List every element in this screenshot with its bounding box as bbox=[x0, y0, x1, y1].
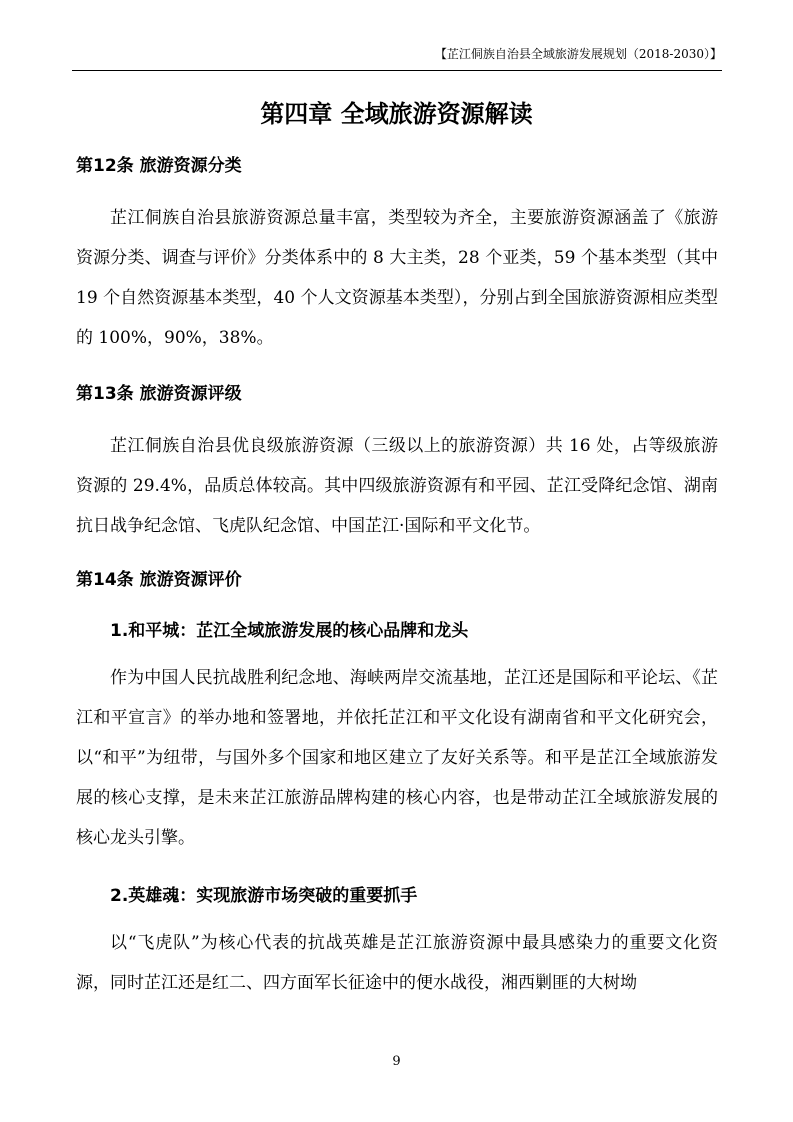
article-title-13: 第13条 旅游资源评级 bbox=[76, 384, 242, 404]
header-rule bbox=[72, 70, 722, 71]
subsection-title-hero-soul: 2.英雄魂：实现旅游市场突破的重要抓手 bbox=[110, 886, 418, 906]
article-title-14: 第14条 旅游资源评价 bbox=[76, 570, 242, 590]
page-number: 9 bbox=[392, 1054, 401, 1069]
article-12-paragraph: 芷江侗族自治县旅游资源总量丰富，类型较为齐全，主要旅游资源涵盖了《旅游资源分类、调查与评价》分类体系中的 8 大主类，28 个亚类，59 个基本类型（其中 19 个自然资源基本类型，40 个人文资源基本类型），分别占到全国旅游资源相应类型的 100%，90%，38%。 bbox=[76, 208, 718, 348]
article-13-paragraph: 芷江侗族自治县优良级旅游资源（三级以上的旅游资源）共 16 处，占等级旅游资源的 29.4%，品质总体较高。其中四级旅游资源有和平园、芷江受降纪念馆、湖南抗日战争纪念馆、飞虎队纪念馆、中国芷江·国际和平文化节。 bbox=[76, 436, 718, 536]
subsection-title-peace-city: 1.和平城：芷江全域旅游发展的核心品牌和龙头 bbox=[110, 621, 469, 641]
article-title-12: 第12条 旅游资源分类 bbox=[76, 156, 242, 176]
chapter-title: 第四章 全域旅游资源解读 bbox=[260, 100, 533, 128]
subsection-peace-city-paragraph: 作为中国人民抗战胜利纪念地、海峡两岸交流基地，芷江还是国际和平论坛、《芷江和平宣言》的举办地和签署地，并依托芷江和平文化设有湖南省和平文化研究会，以“和平”为纽带，与国外多个国家和地区建立了友好关系等。和平是芷江全域旅游发展的核心支撑，是未来芷江旅游品牌构建的核心内容，也是带动芷江全域旅游发展的核心龙头引擎。 bbox=[76, 668, 718, 848]
subsection-hero-soul-paragraph: 以“飞虎队”为核心代表的抗战英雄是芷江旅游资源中最具感染力的重要文化资源，同时芷江还是红二、四方面军长征途中的便水战役，湘西剿匪的大树坳 bbox=[76, 933, 718, 993]
page-header: 【芷江侗族自治县全域旅游发展规划（2018-2030）】 bbox=[434, 47, 722, 61]
